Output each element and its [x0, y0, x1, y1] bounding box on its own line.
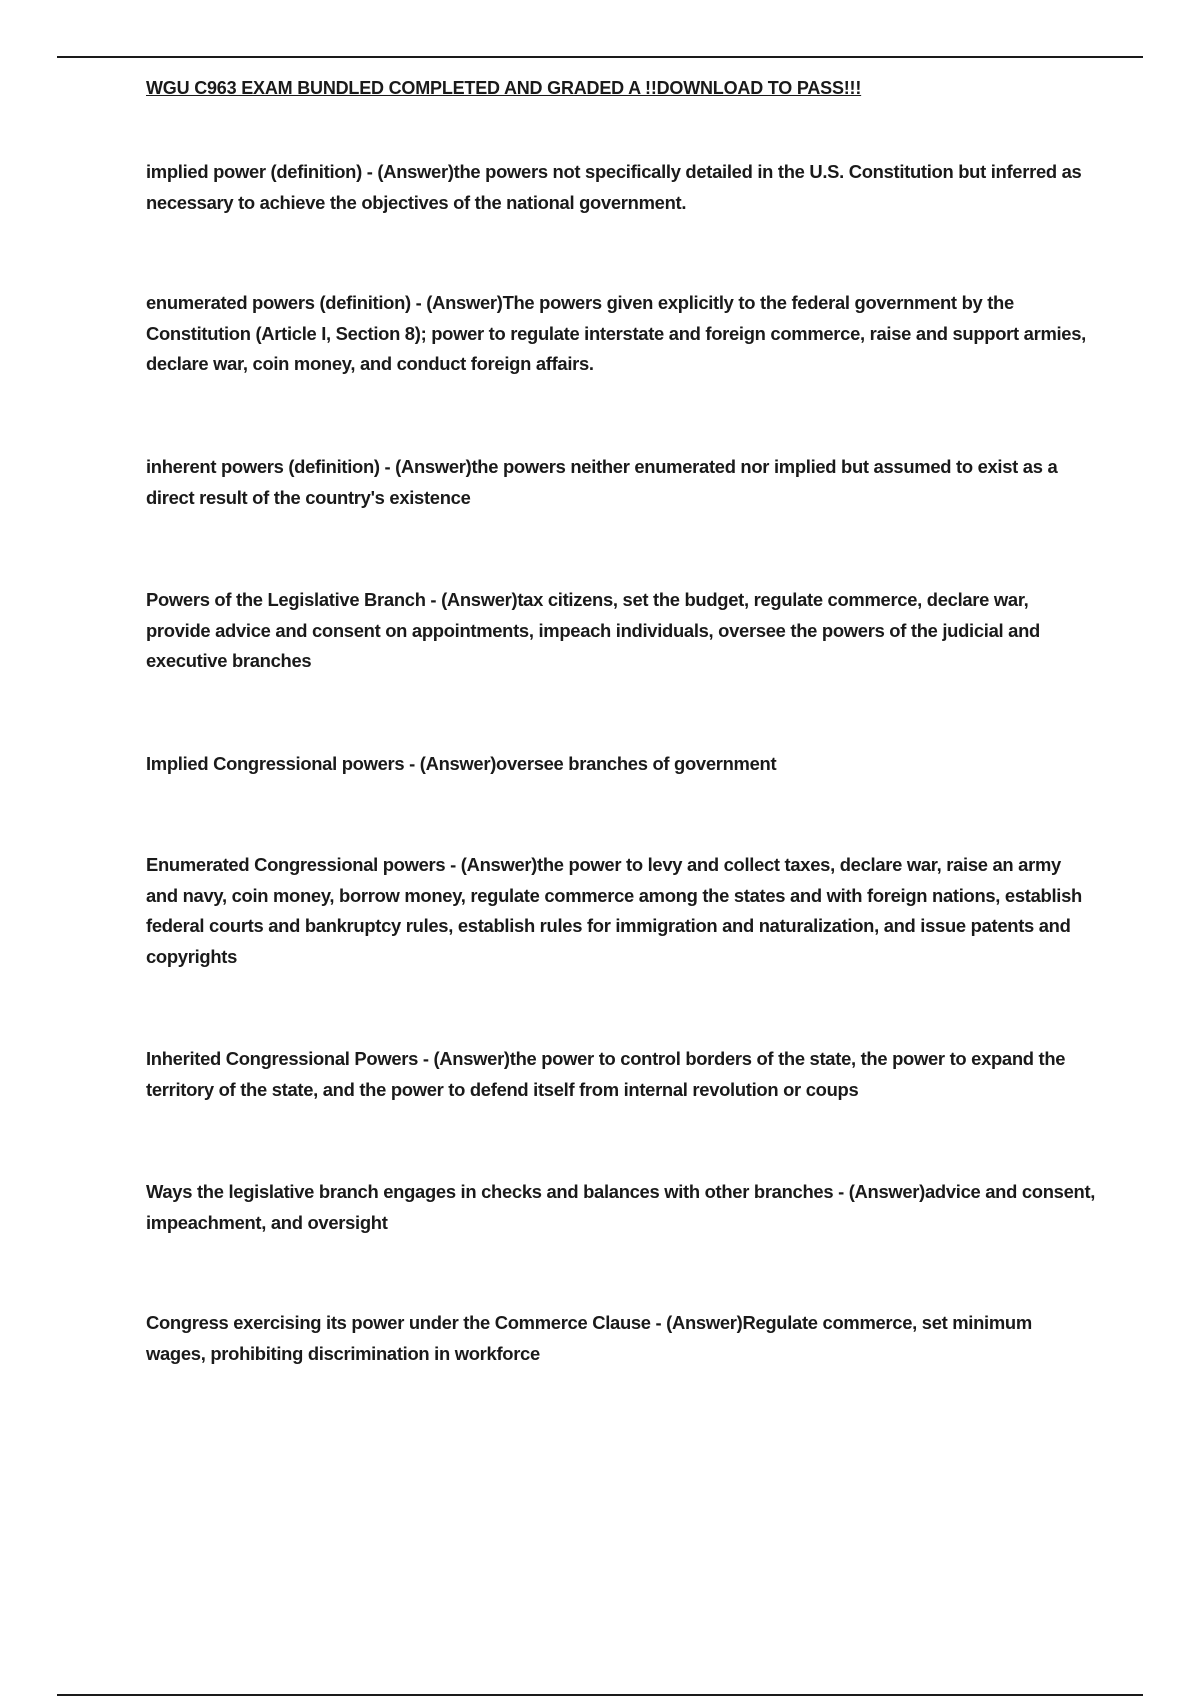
entry-inherited-congressional-powers: Inherited Congressional Powers - (Answer)the power to control borders of the state, the power to expand the territory of the state, and the power to defend itself from internal revolution or coups [146, 1048, 1066, 1100]
entry-enumerated-powers: enumerated powers (definition) - (Answer)The powers given explicitly to the federal government by the Constitution (Article I, Section 8); power to regulate interstate and foreign commerce, raise and support armies, declare war, coin money, and conduct foreign affairs. [146, 292, 1086, 374]
entry-enumerated-congressional-powers: Enumerated Congressional powers - (Answer)the power to levy and collect taxes, declare war, raise an army and navy, coin money, borrow money, regulate commerce among the states and with foreign nations, establish federal courts and bankruptcy rules, establish rules for immigration and naturalization, and issue patents and copyrights [146, 854, 1082, 967]
entry-commerce-clause: Congress exercising its power under the Commerce Clause - (Answer)Regulate commerce, set minimum wages, prohibiting discrimination in workforce [146, 1312, 1032, 1364]
entry-inherent-powers: inherent powers (definition) - (Answer)the powers neither enumerated nor implied but assumed to exist as a direct result of the country's existence [146, 456, 1058, 508]
bottom-page-rule [57, 1694, 1143, 1696]
entry-implied-power: implied power (definition) - (Answer)the powers not specifically detailed in the U.S. Constitution but inferred as necessary to achieve the objectives of the national government. [146, 161, 1082, 213]
entry-implied-congressional-powers: Implied Congressional powers - (Answer)oversee branches of government [146, 753, 777, 774]
entry-legislative-branch-powers: Powers of the Legislative Branch - (Answer)tax citizens, set the budget, regulate commerce, declare war, provide advice and consent on appointments, impeach individuals, oversee the powers of the judicial and executive branches [146, 589, 1040, 671]
top-page-rule [57, 56, 1143, 58]
document-title: WGU C963 EXAM BUNDLED COMPLETED AND GRADED A !!DOWNLOAD TO PASS!!! [146, 78, 862, 98]
entry-checks-and-balances: Ways the legislative branch engages in checks and balances with other branches - (Answer)advice and consent, impeachment, and oversight [146, 1181, 1096, 1233]
